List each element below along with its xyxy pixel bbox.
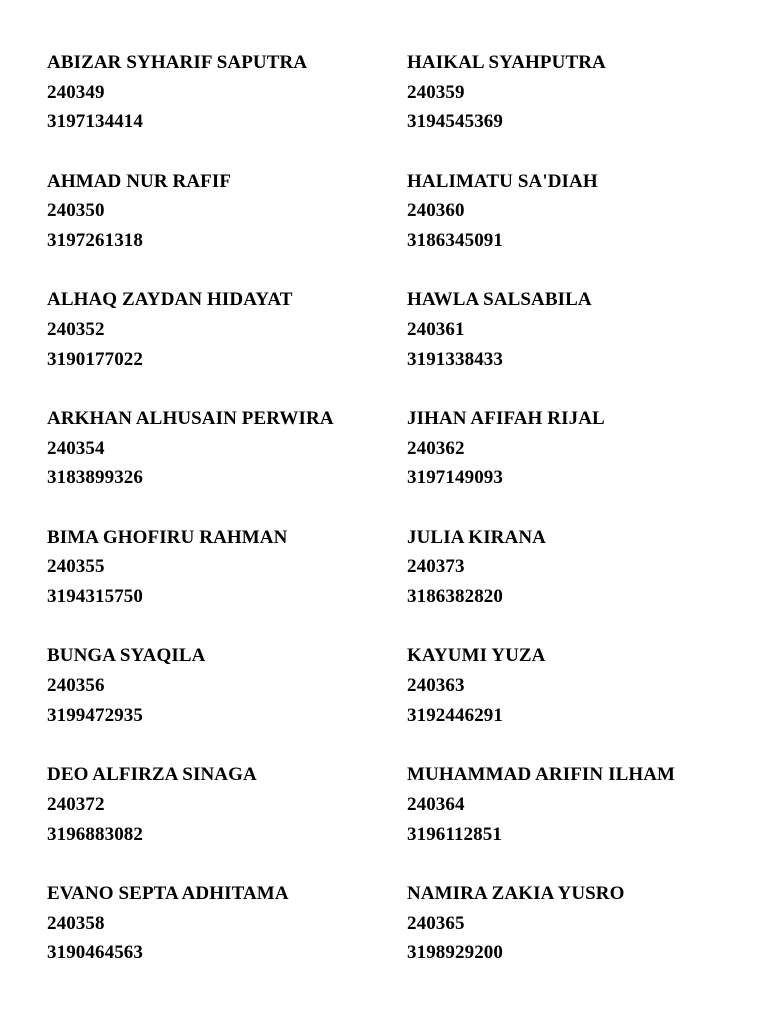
student-name: MUHAMMAD ARIFIN ILHAM	[407, 764, 676, 786]
student-entry	[47, 523, 387, 642]
student-number: 3190177022	[47, 348, 143, 370]
student-number: 3183899326	[47, 467, 143, 489]
student-number: 3186382820	[407, 586, 503, 608]
student-entry	[47, 285, 387, 404]
student-number: 3196112851	[407, 823, 502, 845]
student-entry	[47, 404, 387, 523]
student-name: EVANO SEPTA ADHITAMA	[47, 882, 289, 904]
student-code: 240359	[407, 81, 465, 103]
student-name: ABIZAR SYHARIF SAPUTRA	[47, 52, 308, 73]
student-name: HAIKAL SYAHPUTRA	[407, 52, 606, 73]
student-entry	[407, 48, 747, 167]
student-code: 240352	[47, 319, 105, 341]
student-code: 240358	[47, 912, 105, 934]
student-name: DEO ALFIRZA SINAGA	[47, 764, 257, 786]
student-number: 3198929200	[407, 942, 503, 964]
student-entry	[47, 879, 387, 998]
student-code: 240350	[47, 200, 105, 222]
student-entry	[407, 404, 747, 523]
left-column	[47, 48, 387, 998]
student-entry	[407, 760, 747, 879]
student-entry	[47, 760, 387, 879]
student-code: 240373	[407, 556, 465, 578]
student-number: 3197134414	[47, 111, 143, 133]
student-entry	[407, 523, 747, 642]
student-number: 3199472935	[47, 704, 143, 726]
student-code: 240354	[47, 437, 105, 459]
student-number: 3194315750	[47, 586, 143, 608]
student-code: 240355	[47, 556, 105, 578]
student-name: AHMAD NUR RAFIF	[47, 170, 232, 192]
student-name: JULIA KIRANA	[407, 526, 546, 548]
right-column	[407, 48, 747, 998]
student-number: 3197149093	[407, 467, 503, 489]
student-number: 3190464563	[47, 942, 143, 964]
student-name: ALHAQ ZAYDAN HIDAYAT	[47, 289, 293, 311]
student-name: BIMA GHOFIRU RAHMAN	[47, 526, 288, 548]
student-number: 3197261318	[47, 230, 143, 252]
student-number: 3192446291	[407, 704, 503, 726]
student-name: HAWLA SALSABILA	[407, 289, 592, 311]
student-name: JIHAN AFIFAH RIJAL	[407, 408, 605, 430]
student-code: 240372	[47, 793, 105, 815]
student-entry	[407, 641, 747, 760]
student-name: HALIMATU SA'DIAH	[407, 170, 598, 192]
student-number: 3191338433	[407, 348, 503, 370]
student-code: 240349	[47, 81, 105, 103]
student-name: ARKHAN ALHUSAIN PERWIRA	[47, 408, 334, 430]
student-code: 240362	[407, 437, 465, 459]
student-name: NAMIRA ZAKIA YUSRO	[407, 882, 625, 904]
student-code: 240363	[407, 675, 465, 697]
student-name: BUNGA SYAQILA	[47, 645, 206, 667]
student-entry	[47, 167, 387, 286]
student-entry	[47, 48, 387, 167]
student-entry	[407, 167, 747, 286]
student-number: 3194545369	[407, 111, 503, 133]
student-entry	[407, 879, 747, 998]
student-code: 240360	[407, 200, 465, 222]
student-code: 240356	[47, 675, 105, 697]
student-code: 240361	[407, 319, 465, 341]
student-code: 240364	[407, 793, 465, 815]
student-number: 3196883082	[47, 823, 143, 845]
student-entry	[47, 641, 387, 760]
student-code: 240365	[407, 912, 465, 934]
student-number: 3186345091	[407, 230, 503, 252]
student-name: KAYUMI YUZA	[407, 645, 546, 667]
student-entry	[407, 285, 747, 404]
